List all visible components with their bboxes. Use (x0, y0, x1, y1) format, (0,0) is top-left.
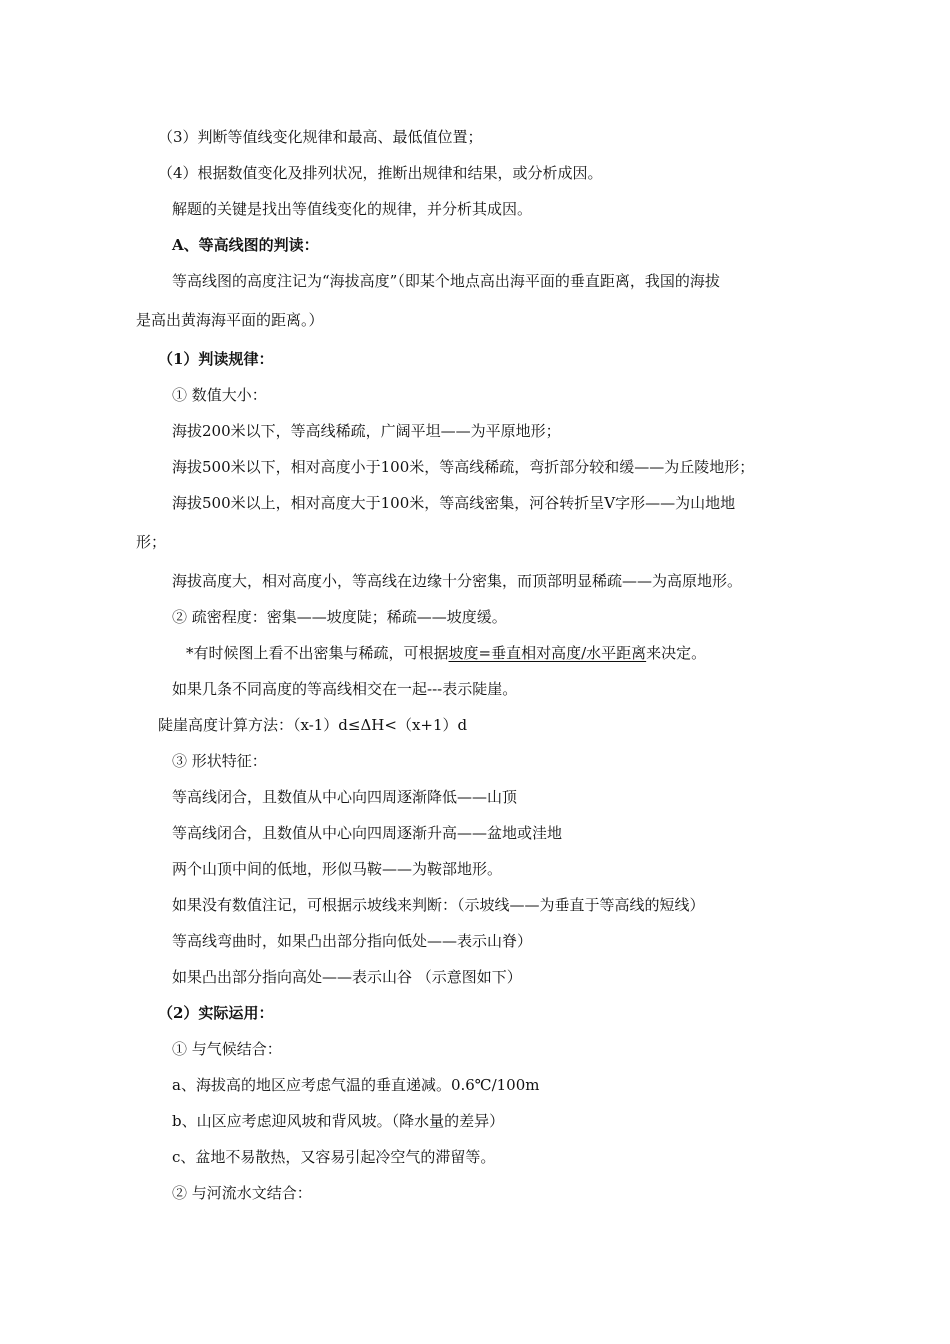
plain-terrain-line: 海拔200米以下，等高线稀疏，广阔平坦——为平原地形； (172, 422, 561, 440)
slope-formula: 坡度=垂直相对高度/水平距离 (448, 644, 647, 662)
cliff-line: 如果几条不同高度的等高线相交在一起---表示陡崖。 (172, 680, 518, 698)
item-density: ② 疏密程度：密集——坡度陡；稀疏——坡度缓。 (172, 608, 507, 626)
subheading-application: （2）实际运用： (158, 1004, 274, 1022)
basin-line: 等高线闭合，且数值从中心向四周逐渐升高——盆地或洼地 (172, 824, 563, 842)
subheading-reading-rules: （1）判读规律： (158, 350, 274, 368)
climate-point-b: b、山区应考虑迎风坡和背风坡。（降水量的差异） (172, 1112, 505, 1130)
key-point-paragraph: 解题的关键是找出等值线变化的规律，并分析其成因。 (172, 200, 533, 218)
mountain-terrain-line-1: 海拔500米以上，相对高度大于100米，等高线密集，河谷转折呈V字形——为山地地 (172, 494, 736, 512)
section-heading-a: A、等高线图的判读： (172, 236, 319, 254)
plateau-terrain-line: 海拔高度大，相对高度小，等高线在边缘十分密集，而顶部明显稀疏——为高原地形。 (172, 572, 743, 590)
item-shape: ③ 形状特征： (172, 752, 267, 770)
summit-line: 等高线闭合，且数值从中心向四周逐渐降低——山顶 (172, 788, 518, 806)
saddle-line: 两个山顶中间的低地，形似马鞍——为鞍部地形。 (172, 860, 503, 878)
ridge-line: 等高线弯曲时，如果凸出部分指向低处——表示山脊） (172, 932, 533, 950)
climate-point-c: c、盆地不易散热，又容易引起冷空气的滞留等。 (172, 1148, 496, 1166)
item-climate: ① 与气候结合： (172, 1040, 282, 1058)
climate-point-a: a、海拔高的地区应考虑气温的垂直递减。0.6℃/100m (172, 1076, 540, 1094)
item-value-size: ① 数值大小： (172, 386, 267, 404)
item-hydrology: ② 与河流水文结合： (172, 1184, 312, 1202)
list-item-4: （4）根据数值变化及排列状况，推断出规律和结果，或分析成因。 (158, 164, 603, 182)
cliff-height-formula: 陡崖高度计算方法：（x-1）d≤ΔH<（x+1）d (158, 716, 468, 734)
hill-terrain-line: 海拔500米以下，相对高度小于100米，等高线稀疏，弯折部分较和缓——为丘陵地形； (172, 458, 755, 476)
intro-paragraph-line-2: 是高出黄海海平面的距离。） (136, 311, 324, 329)
list-item-3: （3）判断等值线变化规律和最高、最低值位置； (158, 128, 483, 146)
slope-note-post: 来决定。 (646, 644, 707, 662)
intro-paragraph-line-1: 等高线图的高度注记为“海拔高度”（即某个地点高出海平面的垂直距离，我国的海拔 (172, 272, 720, 290)
mountain-terrain-line-2: 形； (136, 533, 167, 551)
slope-note (186, 643, 706, 663)
slope-note-pre: *有时候图上看不出密集与稀疏，可根据 (186, 644, 449, 662)
slope-indicator-line: 如果没有数值注记，可根据示坡线来判断：（示坡线——为垂直于等高线的短线） (172, 896, 705, 914)
valley-line: 如果凸出部分指向高处——表示山谷 （示意图如下） (172, 968, 522, 986)
